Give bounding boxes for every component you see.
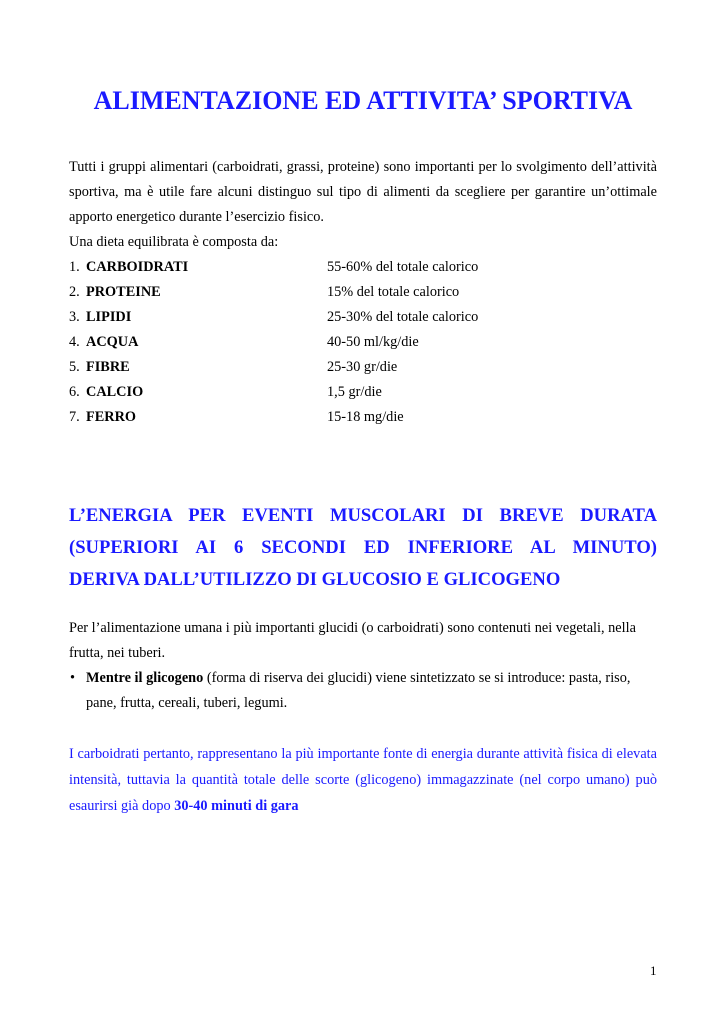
section-heading <box>69 500 657 596</box>
list-item <box>69 305 657 330</box>
item-name: LIPIDI <box>86 309 132 325</box>
item-number: 5. <box>69 359 80 375</box>
bullet-rest-text: (forma di riserva dei glucidi) viene sintetizzato se si introduce: pasta, riso, pane, frutta, cereali, tuberi, legumi. <box>86 670 631 711</box>
item-name: CARBOIDRATI <box>86 259 189 275</box>
list-item <box>69 355 657 380</box>
item-number: 3. <box>69 309 80 325</box>
item-value: 1,5 gr/die <box>327 384 382 400</box>
item-value: 25-30% del totale calorico <box>327 309 479 325</box>
item-number: 2. <box>69 284 80 300</box>
list-item <box>69 380 657 405</box>
section-heading-line: L’ENERGIA PER EVENTI MUSCOLARI DI BREVE DURATA <box>69 505 657 526</box>
item-name: PROTEINE <box>86 284 161 300</box>
intro-text: Tutti i gruppi alimentari (carboidrati, grassi, proteine) sono importanti per lo svolgimento dell’attività sportiva, ma è utile fare alcuni distinguo sul tipo di alimenti da scegliere per garantire un’ottimale apporto energetico durante l’esercizio fisico. <box>69 159 657 225</box>
body-paragraph: Per l’alimentazione umana i più importanti glucidi (o carboidrati) sono contenuti nei vegetali, nella frutta, nei tuberi. <box>69 620 636 661</box>
bullet-bold-text: Mentre il glicogeno <box>86 670 204 686</box>
item-number: 4. <box>69 334 80 350</box>
item-value: 55-60% del totale calorico <box>327 259 479 275</box>
item-name: CALCIO <box>86 384 144 400</box>
page-number: 1 <box>650 963 657 978</box>
section-heading-line: (SUPERIORI AI 6 SECONDI ED INFERIORE AL MINUTO) <box>69 537 657 558</box>
list-item <box>69 255 657 280</box>
item-value: 25-30 gr/die <box>327 359 398 375</box>
highlight-paragraph <box>69 741 657 819</box>
bullet-item <box>69 666 657 716</box>
item-value: 40-50 ml/kg/die <box>327 334 419 350</box>
highlight-text: I carboidrati pertanto, rappresentano la più importante fonte di energia durante attività fisica di elevata intensità, tuttavia la quantità totale delle scorte (glicogeno) immagazzinate (nel corpo umano) può esaurirsi già dopo <box>69 746 657 814</box>
item-value: 15-18 mg/die <box>327 409 404 425</box>
list-item <box>69 405 657 430</box>
page-title: ALIMENTAZIONE ED ATTIVITA’ SPORTIVA <box>93 86 633 115</box>
diet-list <box>69 255 657 430</box>
item-number: 7. <box>69 409 80 425</box>
item-name: FIBRE <box>86 359 130 375</box>
item-value: 15% del totale calorico <box>327 284 460 300</box>
list-item <box>69 330 657 355</box>
item-number: 6. <box>69 384 80 400</box>
highlight-bold-text: 30-40 minuti di gara <box>174 798 299 814</box>
item-name: FERRO <box>86 409 137 425</box>
item-name: ACQUA <box>86 334 139 350</box>
list-item <box>69 280 657 305</box>
section-heading-line: DERIVA DALL’UTILIZZO DI GLUCOSIO E GLICOGENO <box>69 569 561 590</box>
intro-paragraph <box>69 155 657 255</box>
item-number: 1. <box>69 259 80 275</box>
bullet-text <box>86 666 657 716</box>
diet-intro: Una dieta equilibrata è composta da: <box>69 234 279 250</box>
bullet-icon: • <box>70 670 76 686</box>
